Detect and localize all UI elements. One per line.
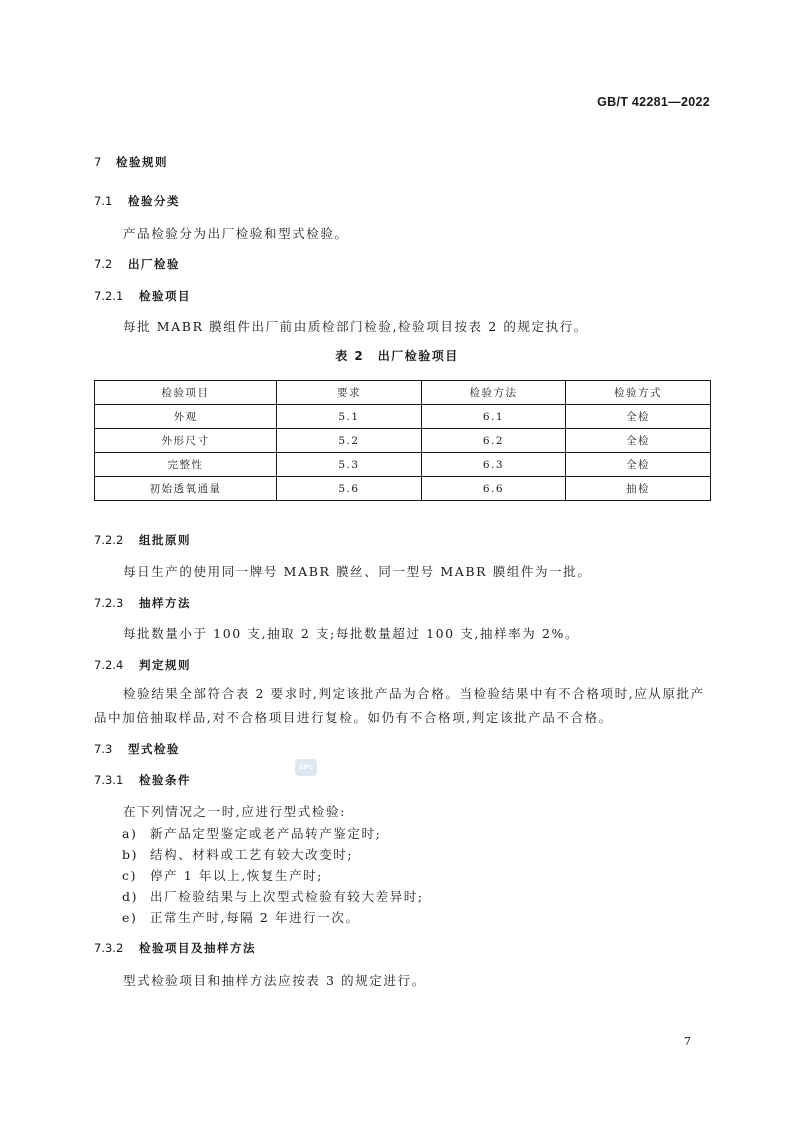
section-7-2-4-heading [94, 657, 191, 673]
paragraph-7-1: 产品检验分为出厂检验和型式检验。 [123, 226, 349, 241]
list-item [122, 845, 353, 863]
section-7-3-1-heading [94, 772, 191, 788]
section-number: 7.2 [94, 257, 113, 271]
section-title: 检验规则 [116, 155, 168, 169]
table-cell: 抽检 [566, 477, 711, 501]
table-row [95, 405, 711, 429]
section-7-2-3-heading [94, 595, 191, 611]
list-item-label: b) [122, 847, 139, 862]
list-item [122, 908, 360, 926]
list-item [122, 887, 424, 905]
section-number: 7.2.4 [94, 658, 124, 672]
section-number: 7.3.2 [94, 941, 124, 955]
table-cell: 初始透氧通量 [95, 477, 277, 501]
section-title: 检验项目及抽样方法 [139, 941, 256, 955]
list-item-label: e) [122, 910, 138, 925]
table-2-caption: 表 2 出厂检验项目 [335, 349, 459, 363]
table-cell: 全检 [566, 429, 711, 453]
table-cell: 5.6 [277, 477, 422, 501]
table-header-row [95, 381, 711, 405]
section-number: 7.3 [94, 742, 113, 756]
table-cell: 5.1 [277, 405, 422, 429]
table-cell: 6.1 [422, 405, 566, 429]
table-cell: 全检 [566, 453, 711, 477]
paragraph-7-3-2: 型式检验项目和抽样方法应按表 3 的规定进行。 [123, 973, 426, 988]
list-item [122, 866, 323, 884]
paragraph-7-2-2: 每日生产的使用同一牌号 MABR 膜丝、同一型号 MABR 膜组件为一批。 [123, 564, 592, 579]
table-row [95, 453, 711, 477]
list-item-text: 停产 1 年以上,恢复生产时; [150, 868, 324, 883]
section-title: 判定规则 [139, 658, 191, 672]
section-number: 7.2.3 [94, 596, 124, 610]
section-title: 检验分类 [128, 194, 180, 208]
table-header-cell: 检验方式 [566, 381, 711, 405]
table-cell: 外观 [95, 405, 277, 429]
section-7-2-1-heading [94, 288, 191, 304]
section-7-1-heading [94, 193, 180, 209]
table-row [95, 477, 711, 501]
list-item-label: a) [122, 826, 138, 841]
paragraph-7-3-1: 在下列情况之一时,应进行型式检验: [123, 804, 346, 819]
table-cell: 6.2 [422, 429, 566, 453]
section-number: 7.2.1 [94, 289, 124, 303]
table-header-cell: 要求 [277, 381, 422, 405]
table-2 [94, 380, 711, 501]
table-header-cell: 检验项目 [95, 381, 277, 405]
section-title: 检验条件 [139, 773, 191, 787]
table-row [95, 429, 711, 453]
table-cell: 5.3 [277, 453, 422, 477]
section-title: 抽样方法 [139, 596, 191, 610]
table-cell: 全检 [566, 405, 711, 429]
section-number: 7.1 [94, 194, 113, 208]
paragraph-7-2-3: 每批数量小于 100 支,抽取 2 支;每批数量超过 100 支,抽样率为 2%。 [123, 626, 580, 641]
table-header-cell: 检验方法 [422, 381, 566, 405]
list-item-text: 新产品定型鉴定或老产品转产鉴定时; [150, 826, 382, 841]
section-7-2-heading [94, 256, 180, 272]
section-title: 检验项目 [139, 289, 191, 303]
watermark-logo: SPC [295, 759, 317, 776]
list-item [122, 824, 381, 842]
section-7-3-2-heading [94, 940, 256, 956]
paragraph-7-2-1: 每批 MABR 膜组件出厂前由质检部门检验,检验项目按表 2 的规定执行。 [123, 319, 588, 334]
section-7-2-2-heading [94, 532, 191, 548]
paragraph-7-2-4: 检验结果全部符合表 2 要求时,判定该批产品为合格。当检验结果中有不合格项时,应从原批产品中加倍抽取样品,对不合格项目进行复检。如仍有不合格项,判定该批产品不合格。 [94, 686, 705, 725]
page-number: 7 [684, 1035, 691, 1048]
section-7-3-heading [94, 741, 180, 757]
standard-code: GB/T 42281—2022 [597, 95, 710, 109]
table-cell: 6.3 [422, 453, 566, 477]
section-number: 7 [94, 155, 102, 169]
list-item-label: c) [122, 868, 138, 883]
list-item-text: 结构、材料或工艺有较大改变时; [150, 847, 354, 862]
table-cell: 6.6 [422, 477, 566, 501]
list-item-label: d) [122, 889, 139, 904]
table-cell: 完整性 [95, 453, 277, 477]
section-title: 组批原则 [139, 533, 191, 547]
section-number: 7.3.1 [94, 773, 124, 787]
list-item-text: 出厂检验结果与上次型式检验有较大差异时; [150, 889, 424, 904]
table-cell: 5.2 [277, 429, 422, 453]
list-item-text: 正常生产时,每隔 2 年进行一次。 [150, 910, 360, 925]
section-number: 7.2.2 [94, 533, 124, 547]
section-title: 型式检验 [128, 742, 180, 756]
section-title: 出厂检验 [128, 257, 180, 271]
table-cell: 外形尺寸 [95, 429, 277, 453]
section-7-heading [94, 154, 168, 170]
